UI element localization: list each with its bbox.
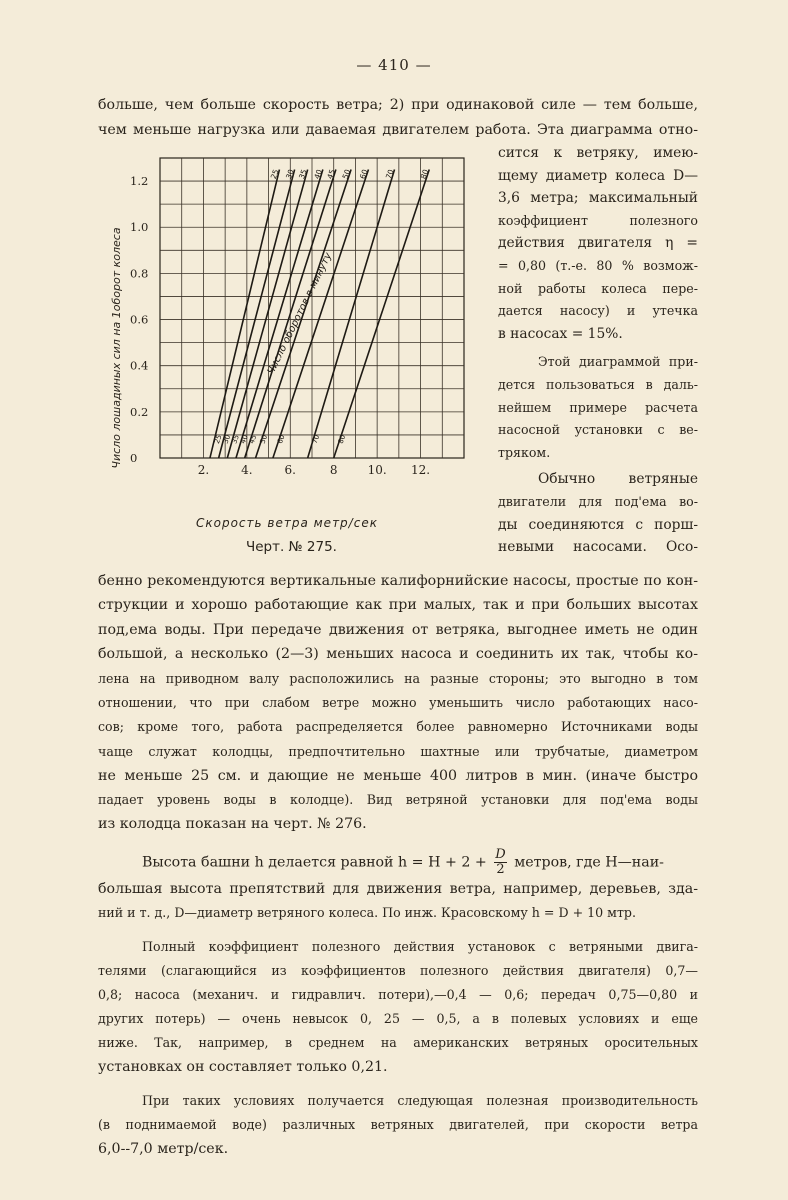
series-line [236, 170, 323, 458]
text-line: сится к ветряку, имею- [498, 145, 698, 161]
chart-svg [102, 150, 482, 530]
formula-line [98, 848, 742, 877]
series-label-top: 70 [383, 168, 396, 181]
text-line: в насосах = 15%. [498, 325, 623, 342]
x-tick-label: 6. [284, 463, 297, 477]
text-line: из колодца показан на черт. № 276. [98, 816, 367, 832]
text-line: ной работы колеса пере- [498, 280, 698, 296]
text-line: дется пользоваться в даль- [498, 376, 698, 392]
text-line: чем меньше нагрузка или даваемая двигателем работа. Эта диаграмма отно- [98, 122, 698, 138]
text-line: тряком. [498, 444, 551, 460]
text-line: больше, чем больше скорость ветра; 2) при одинаковой силе — тем больше, [98, 97, 698, 113]
series-label-bottom: 80 [336, 433, 348, 445]
series-label-top: 30 [284, 168, 296, 181]
series-label-bottom: 45 [247, 433, 259, 445]
x-tick-label: 8 [329, 463, 338, 477]
text-line: ниже. Так, например, в среднем на американских ветряных оросительных [98, 1035, 698, 1050]
formula-fraction [494, 848, 506, 877]
text-line: двигатели для под'ема во- [498, 493, 698, 509]
series-label-top: 50 [340, 168, 353, 181]
text-line: под,ема воды. При передаче движения от ветряка, выгоднее иметь не один [98, 622, 698, 638]
series-label-top: 35 [297, 168, 309, 181]
x-axis-caption: Скорость ветра метр/сек [196, 516, 378, 530]
text-line: большая высота препятствий для движения ветра, например, деревьев, зда- [98, 881, 698, 897]
text-line: сов; кроме того, работа распределяется более равномерно Источниками воды [98, 719, 698, 734]
fraction-numerator: D [495, 847, 506, 862]
text-line: ний и т. д., D—диаметр ветряного колеса. По инж. Красовскому h = D + 10 мтр. [98, 905, 636, 920]
x-tick-label: 2. [197, 463, 210, 477]
text-line: установках он составляет только 0,21. [98, 1059, 388, 1075]
text-line: большой, а несколько (2—3) меньших насоса и соединить их так, чтобы ко- [98, 646, 698, 662]
y-tick-label: 1.0 [130, 220, 149, 235]
text-line: дается насосу) и утечка [498, 303, 698, 319]
text-line: ды соединяются с порш- [498, 516, 698, 533]
page-number: — 410 — [356, 56, 432, 74]
y-tick-label: 0.8 [130, 266, 149, 281]
series-line [219, 170, 295, 458]
series-label-bottom: 30 [221, 433, 233, 445]
text-line: нейшем примере расчета [498, 399, 698, 415]
series-label-top: 60 [357, 168, 370, 181]
series-label-top: 80 [418, 168, 431, 181]
y-tick-label: 0.2 [130, 404, 149, 419]
y-tick-label: 0.4 [130, 358, 149, 373]
text-line: (в поднимаемой воде) различных ветряных двигателей, при скорости ветра [98, 1117, 698, 1132]
text-line: насосной установки с ве- [498, 422, 698, 438]
fraction-denominator: 2 [496, 862, 505, 877]
text-line: = 0,80 (т.-е. 80 % возмож- [498, 257, 698, 273]
text-line: чаще служат колодцы, предпочтительно шахтные или трубчатые, диаметром [98, 744, 698, 759]
series-label-top: 25 [268, 168, 281, 181]
y-axis-label: Число лошадиных сил на 1оборот колеса [110, 227, 123, 469]
formula-text-after: метров, где H—наи- [514, 854, 664, 871]
series-label-bottom: 50 [258, 433, 270, 445]
x-tick-label: 10. [367, 463, 387, 477]
text-line: При таких условиях получается следующая полезная производительность [142, 1093, 698, 1108]
text-line: действия двигателя η = [498, 235, 698, 252]
text-line: 3,6 метра; максимальный [498, 190, 698, 207]
figure-caption: Черт. № 275. [246, 539, 337, 555]
curve-annotation: Число оборотов в минуту [265, 251, 335, 377]
y-tick-label: 0.6 [130, 312, 149, 327]
text-line: падает уровень воды в колодце). Вид ветряной установки для под'ема воды [98, 792, 698, 807]
series-label-bottom: 25 [212, 433, 224, 445]
y-tick-label: 0 [130, 451, 138, 465]
text-line: других потерь) — очень невысок 0, 25 — 0,5, а в полевых условиях и еще [98, 1011, 698, 1026]
series-label-top: 40 [312, 168, 325, 181]
text-line: Этой диаграммой при- [538, 354, 698, 370]
text-line: Обычно ветряные [538, 471, 698, 488]
series-line [210, 170, 279, 458]
formula-text: Высота башни h делается равной h = H + 2 + [142, 854, 487, 871]
text-line: 6,0--7,0 метр/сек. [98, 1141, 229, 1157]
text-line: струкции и хорошо работающие как при малых, так и при больших высотах [98, 597, 698, 613]
x-tick-label: 4. [241, 463, 253, 477]
text-line: невыми насосами. Осо- [498, 539, 698, 556]
text-line: 0,8; насоса (механич. и гидравлич. потери),—0,4 — 0,6; передач 0,75—0,80 и [98, 987, 698, 1002]
text-line: Полный коэффициент полезного действия установок с ветряными двига- [142, 939, 698, 954]
series-label-top: 45 [325, 168, 338, 181]
text-line: не меньше 25 см. и дающие не меньше 400 литров в мин. (иначе быстро [98, 768, 698, 784]
series-label-bottom: 60 [275, 433, 287, 445]
text-line: телями (слагающийся из коэффициентов полезного действия двигателя) 0,7— [98, 963, 698, 978]
text-line: щему диаметр колеса D— [498, 167, 698, 184]
diagram-figure [102, 150, 482, 530]
text-line: отношении, что при слабом ветре можно уменьшить число работающих насо- [98, 695, 698, 710]
right-column [498, 142, 698, 559]
text-line: бенно рекомендуются вертикальные калифорнийские насосы, простые по кон- [98, 573, 698, 589]
series-label-bottom: 35 [230, 433, 241, 445]
text-line: коэффициент полезного [498, 212, 698, 228]
x-tick-label: 12. [411, 463, 431, 477]
text-line: лена на приводном валу расположились на разные стороны; это выгодно в том [98, 671, 698, 686]
series-label-bottom: 70 [310, 433, 322, 445]
y-tick-label: 1.2 [130, 174, 149, 189]
series-label-bottom: 40 [239, 433, 250, 445]
